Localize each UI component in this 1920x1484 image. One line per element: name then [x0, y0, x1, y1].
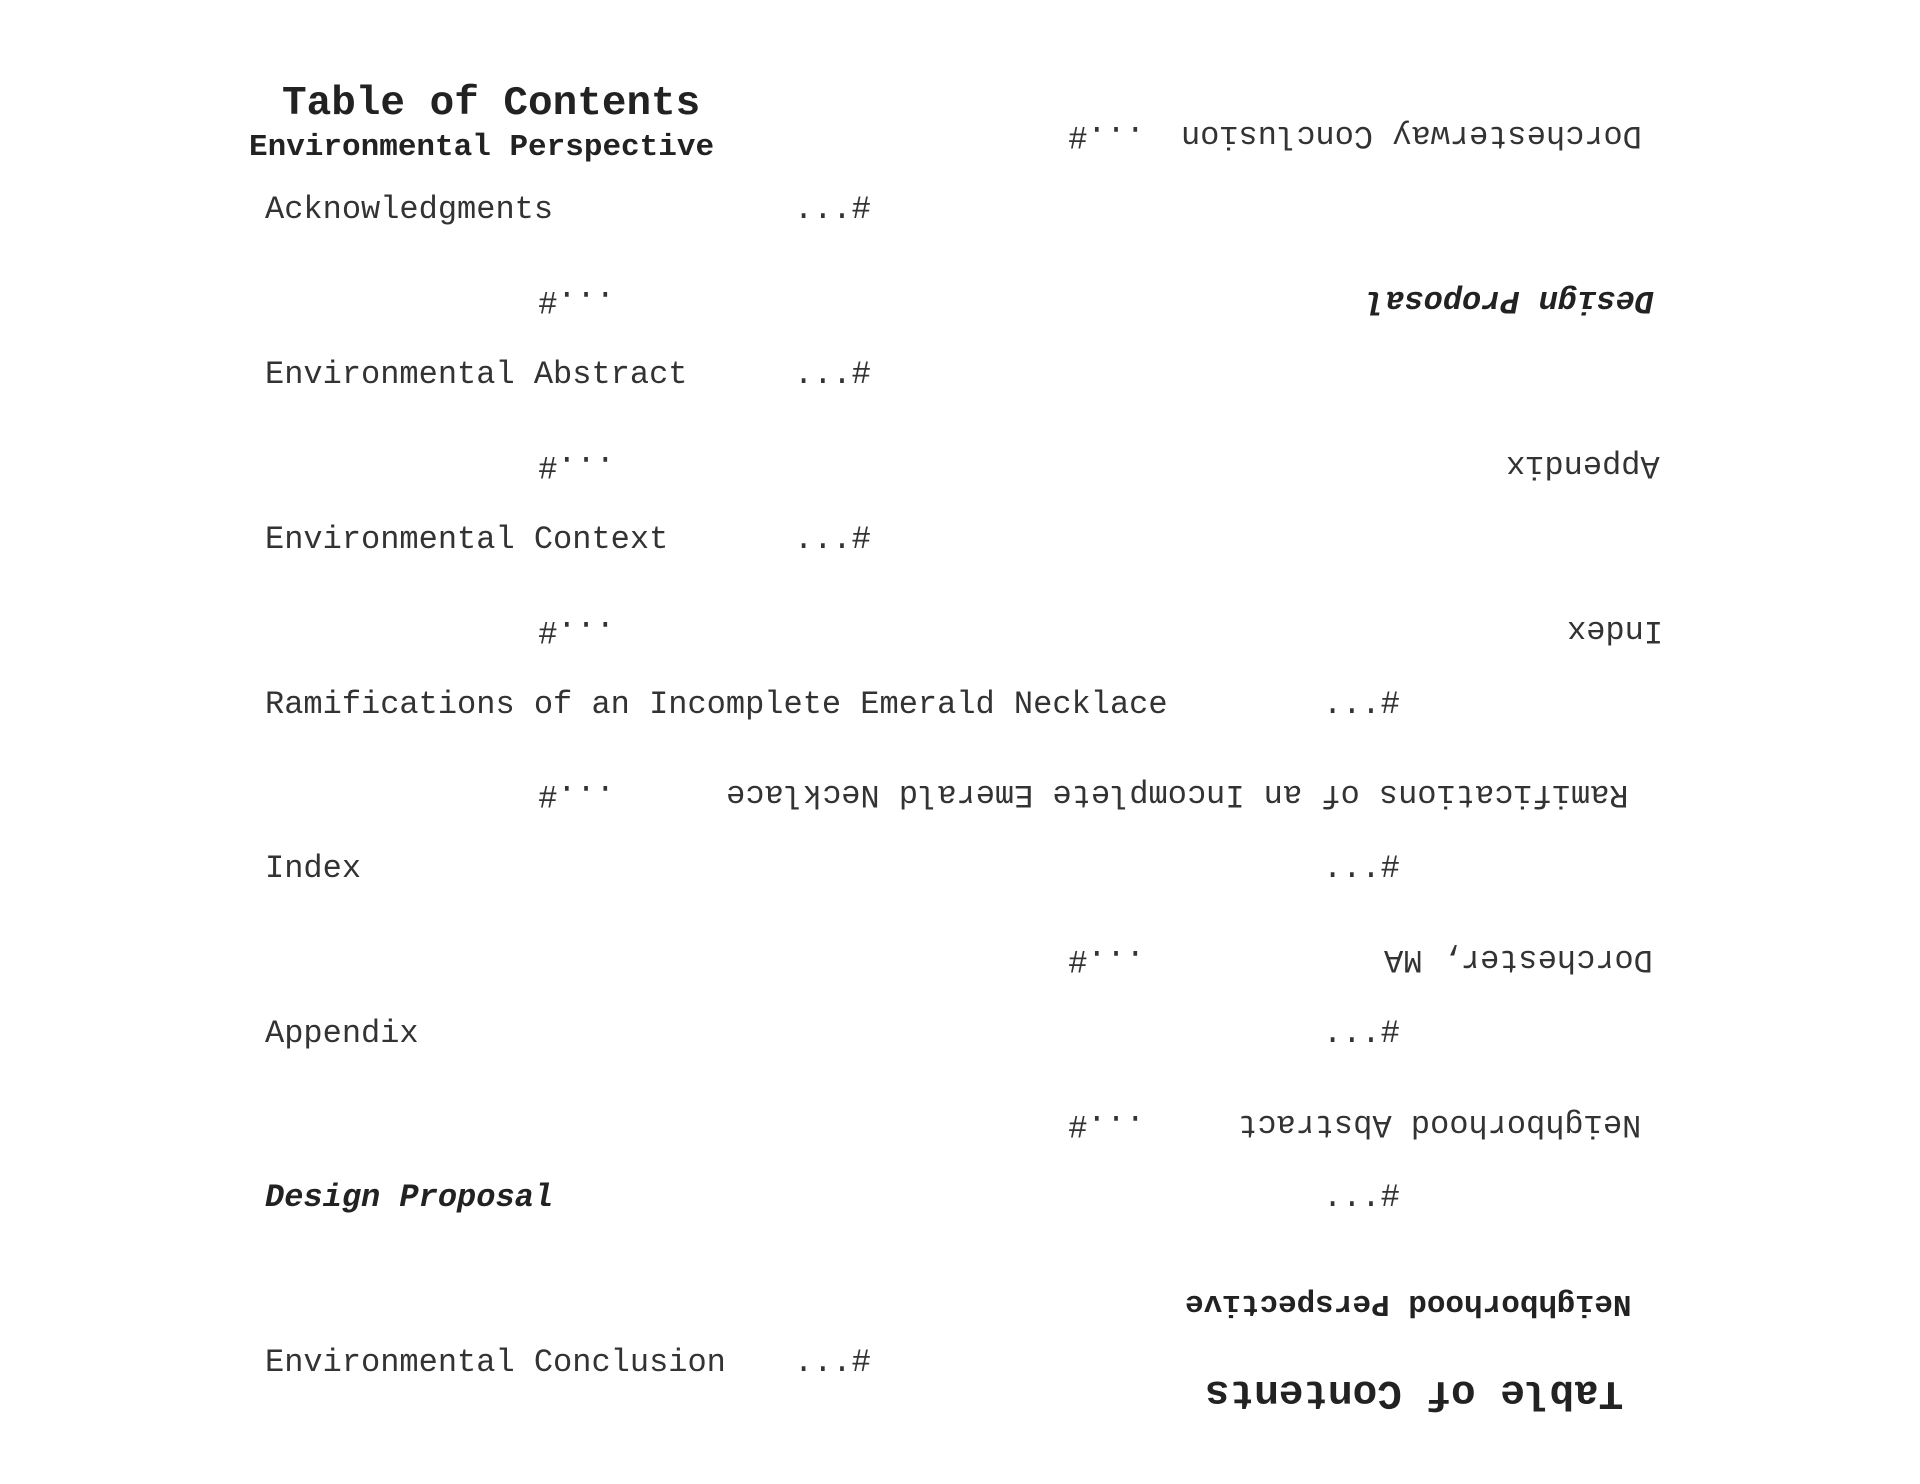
right-entry-label: Ramifications of an Incomplete Emerald Necklace — [726, 776, 1629, 813]
left-entry-page: ...# — [1323, 1015, 1400, 1052]
right-entry-page: ...# — [538, 776, 615, 813]
left-entry-label: Environmental Conclusion — [265, 1344, 726, 1381]
right-entry-label: Dorchester, MA — [1384, 941, 1653, 978]
left-entry-page: ...# — [1323, 686, 1400, 723]
left-entry-label: Environmental Abstract — [265, 356, 688, 393]
left-entry-page: ...# — [794, 356, 871, 393]
left-entry-page: ...# — [794, 521, 871, 558]
right-entry-page: ...# — [538, 612, 615, 649]
left-entry-label: Ramifications of an Incomplete Emerald Necklace — [265, 686, 1168, 723]
left-entry-label: Index — [265, 850, 362, 887]
left-entry-page: ...# — [1323, 850, 1400, 887]
right-toc-title: Table of Contents — [1205, 1369, 1624, 1415]
left-entry-page: ...# — [1323, 1179, 1400, 1216]
right-section-heading: Neighborhood Perspective — [1185, 1286, 1632, 1321]
right-entry-page: ...# — [538, 447, 615, 484]
right-entry-label: Design Proposal — [1366, 282, 1655, 319]
left-entry-label: Acknowledgments — [265, 191, 554, 228]
right-entry-label: Appendix — [1506, 447, 1660, 484]
left-entry-page: ...# — [794, 191, 871, 228]
left-entry-label: Appendix — [265, 1015, 419, 1052]
right-entry-page: ...# — [538, 282, 615, 319]
right-entry-page: ...# — [1068, 1106, 1145, 1143]
right-entry-label: Dorchesterway Conclusion — [1181, 117, 1642, 154]
left-entry-page: ...# — [794, 1344, 871, 1381]
left-toc-title: Table of Contents — [282, 81, 701, 127]
right-entry-label: Neighborhood Abstract — [1238, 1106, 1642, 1143]
left-entry-label: Environmental Context — [265, 521, 669, 558]
right-entry-label: Index — [1567, 612, 1664, 649]
right-entry-page: ...# — [1068, 117, 1145, 154]
left-entry-label: Design Proposal — [265, 1179, 554, 1216]
right-entry-page: ...# — [1068, 941, 1145, 978]
left-section-heading: Environmental Perspective — [249, 130, 715, 165]
